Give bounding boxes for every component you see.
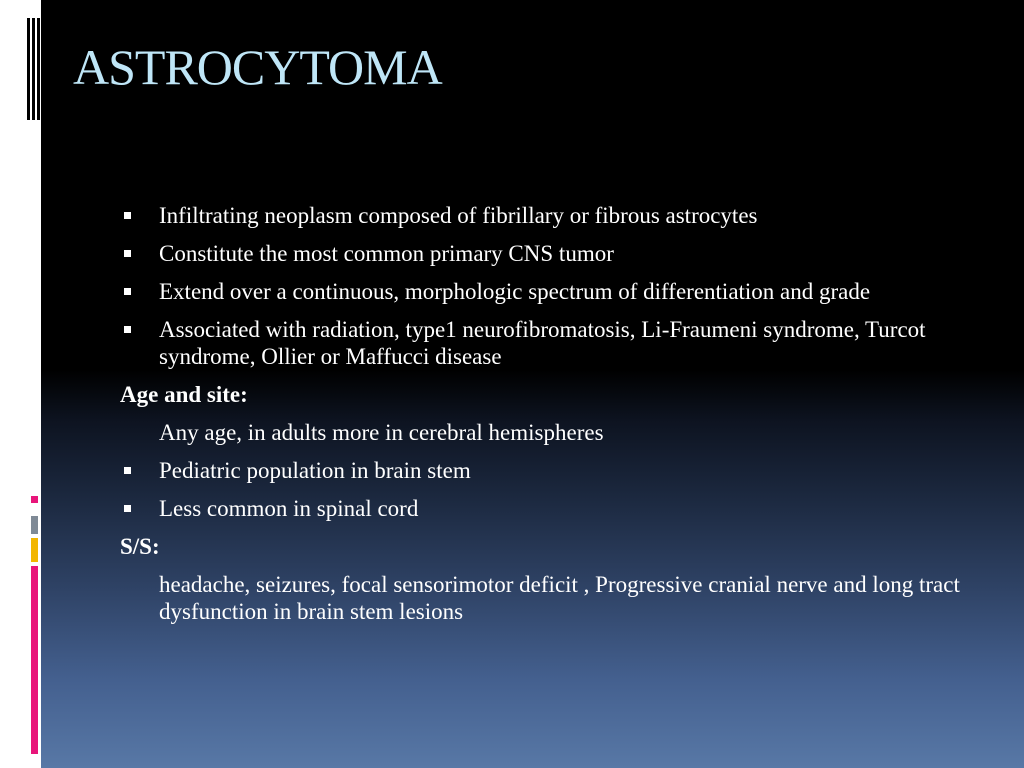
decor-bar <box>37 18 40 120</box>
bullet-item: Pediatric population in brain stem <box>120 457 980 484</box>
bullet-item: Less common in spinal cord <box>120 495 980 522</box>
decor-bar <box>27 18 30 120</box>
section-heading: Age and site: <box>120 382 248 407</box>
slide-content <box>120 202 980 636</box>
bullet-item: Constitute the most common primary CNS tumor <box>120 240 980 267</box>
left-decor-strip <box>0 0 41 768</box>
bullet-item: Associated with radiation, type1 neurofibromatosis, Li-Fraumeni syndrome, Turcot syndrome, Ollier or Maffucci disease <box>120 316 980 370</box>
decor-bar <box>32 18 35 120</box>
bullet-item: Extend over a continuous, morphologic spectrum of differentiation and grade <box>120 278 980 305</box>
accent-gold <box>31 538 38 562</box>
section-heading: S/S: <box>120 534 160 559</box>
bullet-item: Infiltrating neoplasm composed of fibrillary or fibrous astrocytes <box>120 202 980 229</box>
accent-magenta-small <box>31 496 38 503</box>
indented-text: Any age, in adults more in cerebral hemispheres <box>159 420 604 445</box>
title-decor-bars <box>27 18 41 120</box>
accent-gray <box>31 516 38 534</box>
accent-magenta-long <box>31 566 38 754</box>
slide-title: ASTROCYTOMA <box>73 39 442 95</box>
indented-text: headache, seizures, focal sensorimotor deficit , Progressive cranial nerve and long tract dysfunction in brain stem lesions <box>159 572 960 624</box>
